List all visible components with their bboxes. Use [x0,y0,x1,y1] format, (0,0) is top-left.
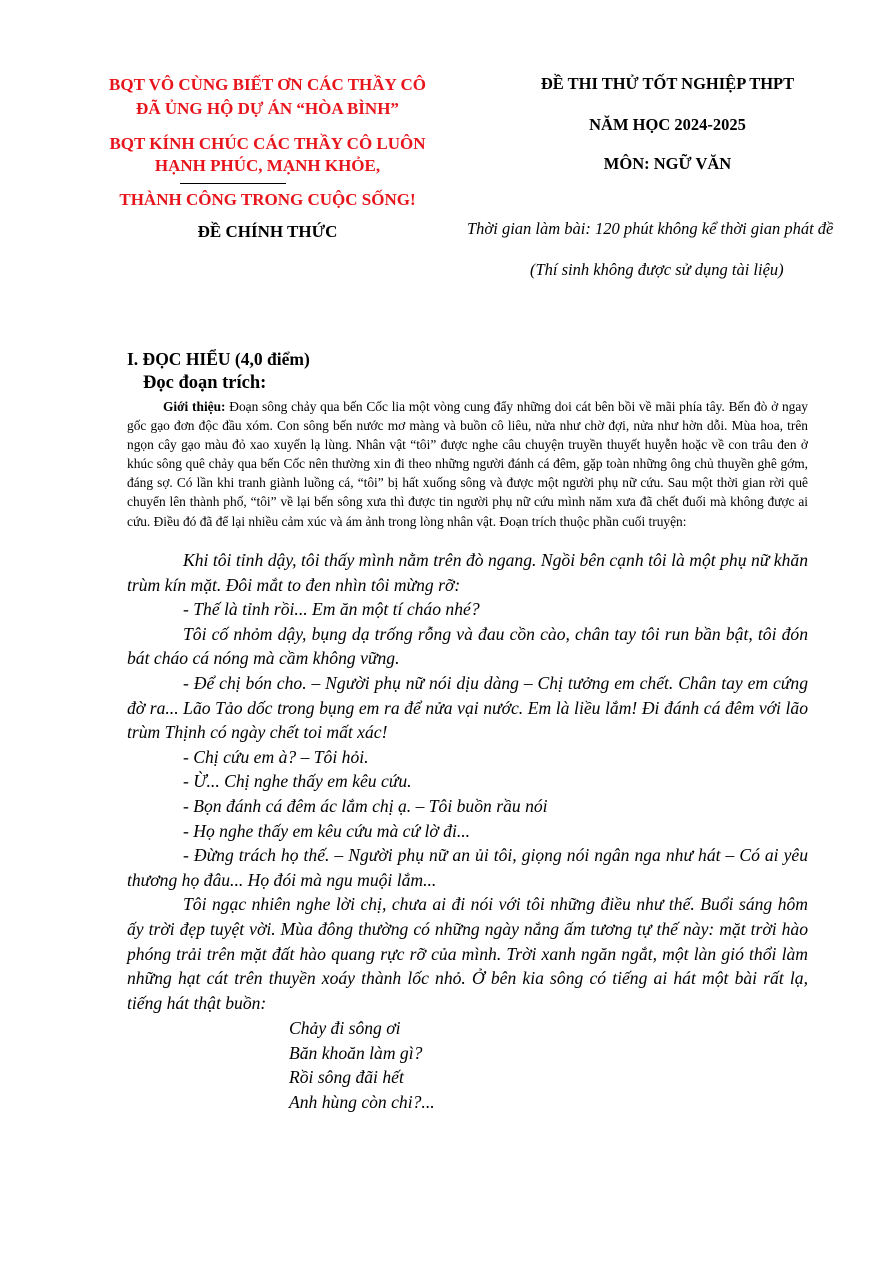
poem-line: Rồi sông đãi hết [289,1067,404,1088]
intro-paragraph [127,397,808,531]
thanks-line-1: BQT VÔ CÙNG BIẾT ƠN CÁC THẦY CÔ [109,75,426,94]
subject: MÔN: NGỮ VĂN [603,154,732,173]
passage-paragraph: Khi tôi tỉnh dậy, tôi thấy mình nằm trên đò ngang. Ngồi bên cạnh tôi là một phụ nữ khăn trùm kín mặt. Đôi mắt to đen nhìn tôi mừng rỡ: [127,550,808,595]
passage-paragraph: Tôi cố nhỏm dậy, bụng dạ trống rỗng và đau cồn cào, chân tay tôi run bần bật, tôi đón bát cháo cá nóng mà cầm không vững. [127,623,808,669]
dialogue-line: - Họ nghe thấy em kêu cứu mà cứ lờ đi... [183,820,471,841]
intro-text: Đoạn sông chảy qua bến Cốc lia một vòng cung đẩy những doi cát bên bồi về mãi phía tây. Bến đò ở ngay gốc gạo đơn độc đầu xóm. Con sông bến nước mơ màng và buồn cô liêu, nửa như chờ đợi, nửa như hờn dỗi. Mùa hoa, trên ngọn cây gạo màu đỏ xao xuyến lạ lùng. Nhân vật “tôi” được nghe câu chuyện truyền thuyết huyễn hoặc về con trâu đen ở khúc sông quê chảy qua bến Cốc nên thường xin đi theo những người đánh cá đêm, gặp toàn những ông chủ thuyền ghê gớm, đáng sợ. Có lần khi tranh giành luồng cá, “tôi” bị hất xuống sông và được một người phụ nữ cứu. Sau một thời gian rời quê chuyển lên thành phố, “tôi” về lại bến sông xưa thì được tin người phụ nữ cứu mình năm xưa đã chết đuối mà không được ai cứu. Điều đó đã để lại nhiều cảm xúc và ám ảnh trong lòng nhân vật. Đoạn trích thuộc phần cuối truyện: [127,399,808,529]
poem [289,1016,435,1114]
dialogue-line: - Ừ... Chị nghe thấy em kêu cứu. [183,771,412,792]
wishes-line-1: BQT KÍNH CHÚC CÁC THẦY CÔ LUÔN [109,134,426,153]
intro-label: Giới thiệu: [163,399,226,414]
poem-line: Chảy đi sông ơi [289,1018,401,1038]
passage-paragraph: - Đừng trách họ thế. – Người phụ nữ an ủi tôi, giọng nói ngân nga như hát – Có ai yêu thương họ đâu... Họ đói mà ngu muội lắm... [127,845,808,890]
passage-paragraph: - Để chị bón cho. – Người phụ nữ nói dịu dàng – Chị tưởng em chết. Chân tay em cứng đờ ra... Lão Tảo dốc trong bụng em ra để nửa vại nước. Em là liều lắm! Đi đánh cá đêm với lão trùm Thịnh có ngày chết toi mất xác! [127,672,808,743]
poem-line: Băn khoăn làm gì? [289,1042,423,1063]
wishes-line-2: HẠNH PHÚC, MẠNH KHỎE, [154,156,381,175]
time-note: Thời gian làm bài: 120 phút không kể thời gian phát đề [467,219,834,238]
passage [127,548,808,1015]
dialogue-line: - Thế là tỉnh rồi... Em ăn một tí cháo nhé? [183,599,480,620]
decorative-rule [180,183,286,184]
thanks-line-2: ĐÃ ỦNG HỘ DỰ ÁN “HÒA BÌNH” [136,99,399,118]
exam-title: ĐỀ THI THỬ TỐT NGHIỆP THPT [540,74,795,93]
poem-line: Anh hùng còn chi?... [289,1091,435,1112]
section-title: I. ĐỌC HIỂU (4,0 điểm) [127,349,310,369]
official-exam-label: ĐỀ CHÍNH THỨC [197,222,338,241]
wishes-line-3: THÀNH CÔNG TRONG CUỘC SỐNG! [119,190,416,209]
school-year: NĂM HỌC 2024-2025 [589,115,746,134]
dialogue-line: - Bọn đánh cá đêm ác lắm chị ạ. – Tôi buồn rầu nói [183,795,548,816]
dialogue-line: - Chị cứu em à? – Tôi hỏi. [183,746,369,767]
passage-paragraph: Tôi ngạc nhiên nghe lời chị, chưa ai đi nói với tôi những điều như thế. Buổi sáng hôm ấy trời đẹp tuyệt vời. Mùa đông thường có những ngày nắng ấm tương tự thế này: mặt trời hào phóng trải trên mặt đất hào quang rực rỡ của mình. Trời xanh ngăn ngắt, một làn gió thổi làm những hạt cát trên thuyền xoáy thành lốc nhỏ. Ở bên kia sông có tiếng ai hát một bài rất lạ, tiếng hát thật buồn: [127,894,808,1013]
read-label: Đọc đoạn trích: [143,373,267,393]
materials-note: (Thí sinh không được sử dụng tài liệu) [530,260,784,279]
